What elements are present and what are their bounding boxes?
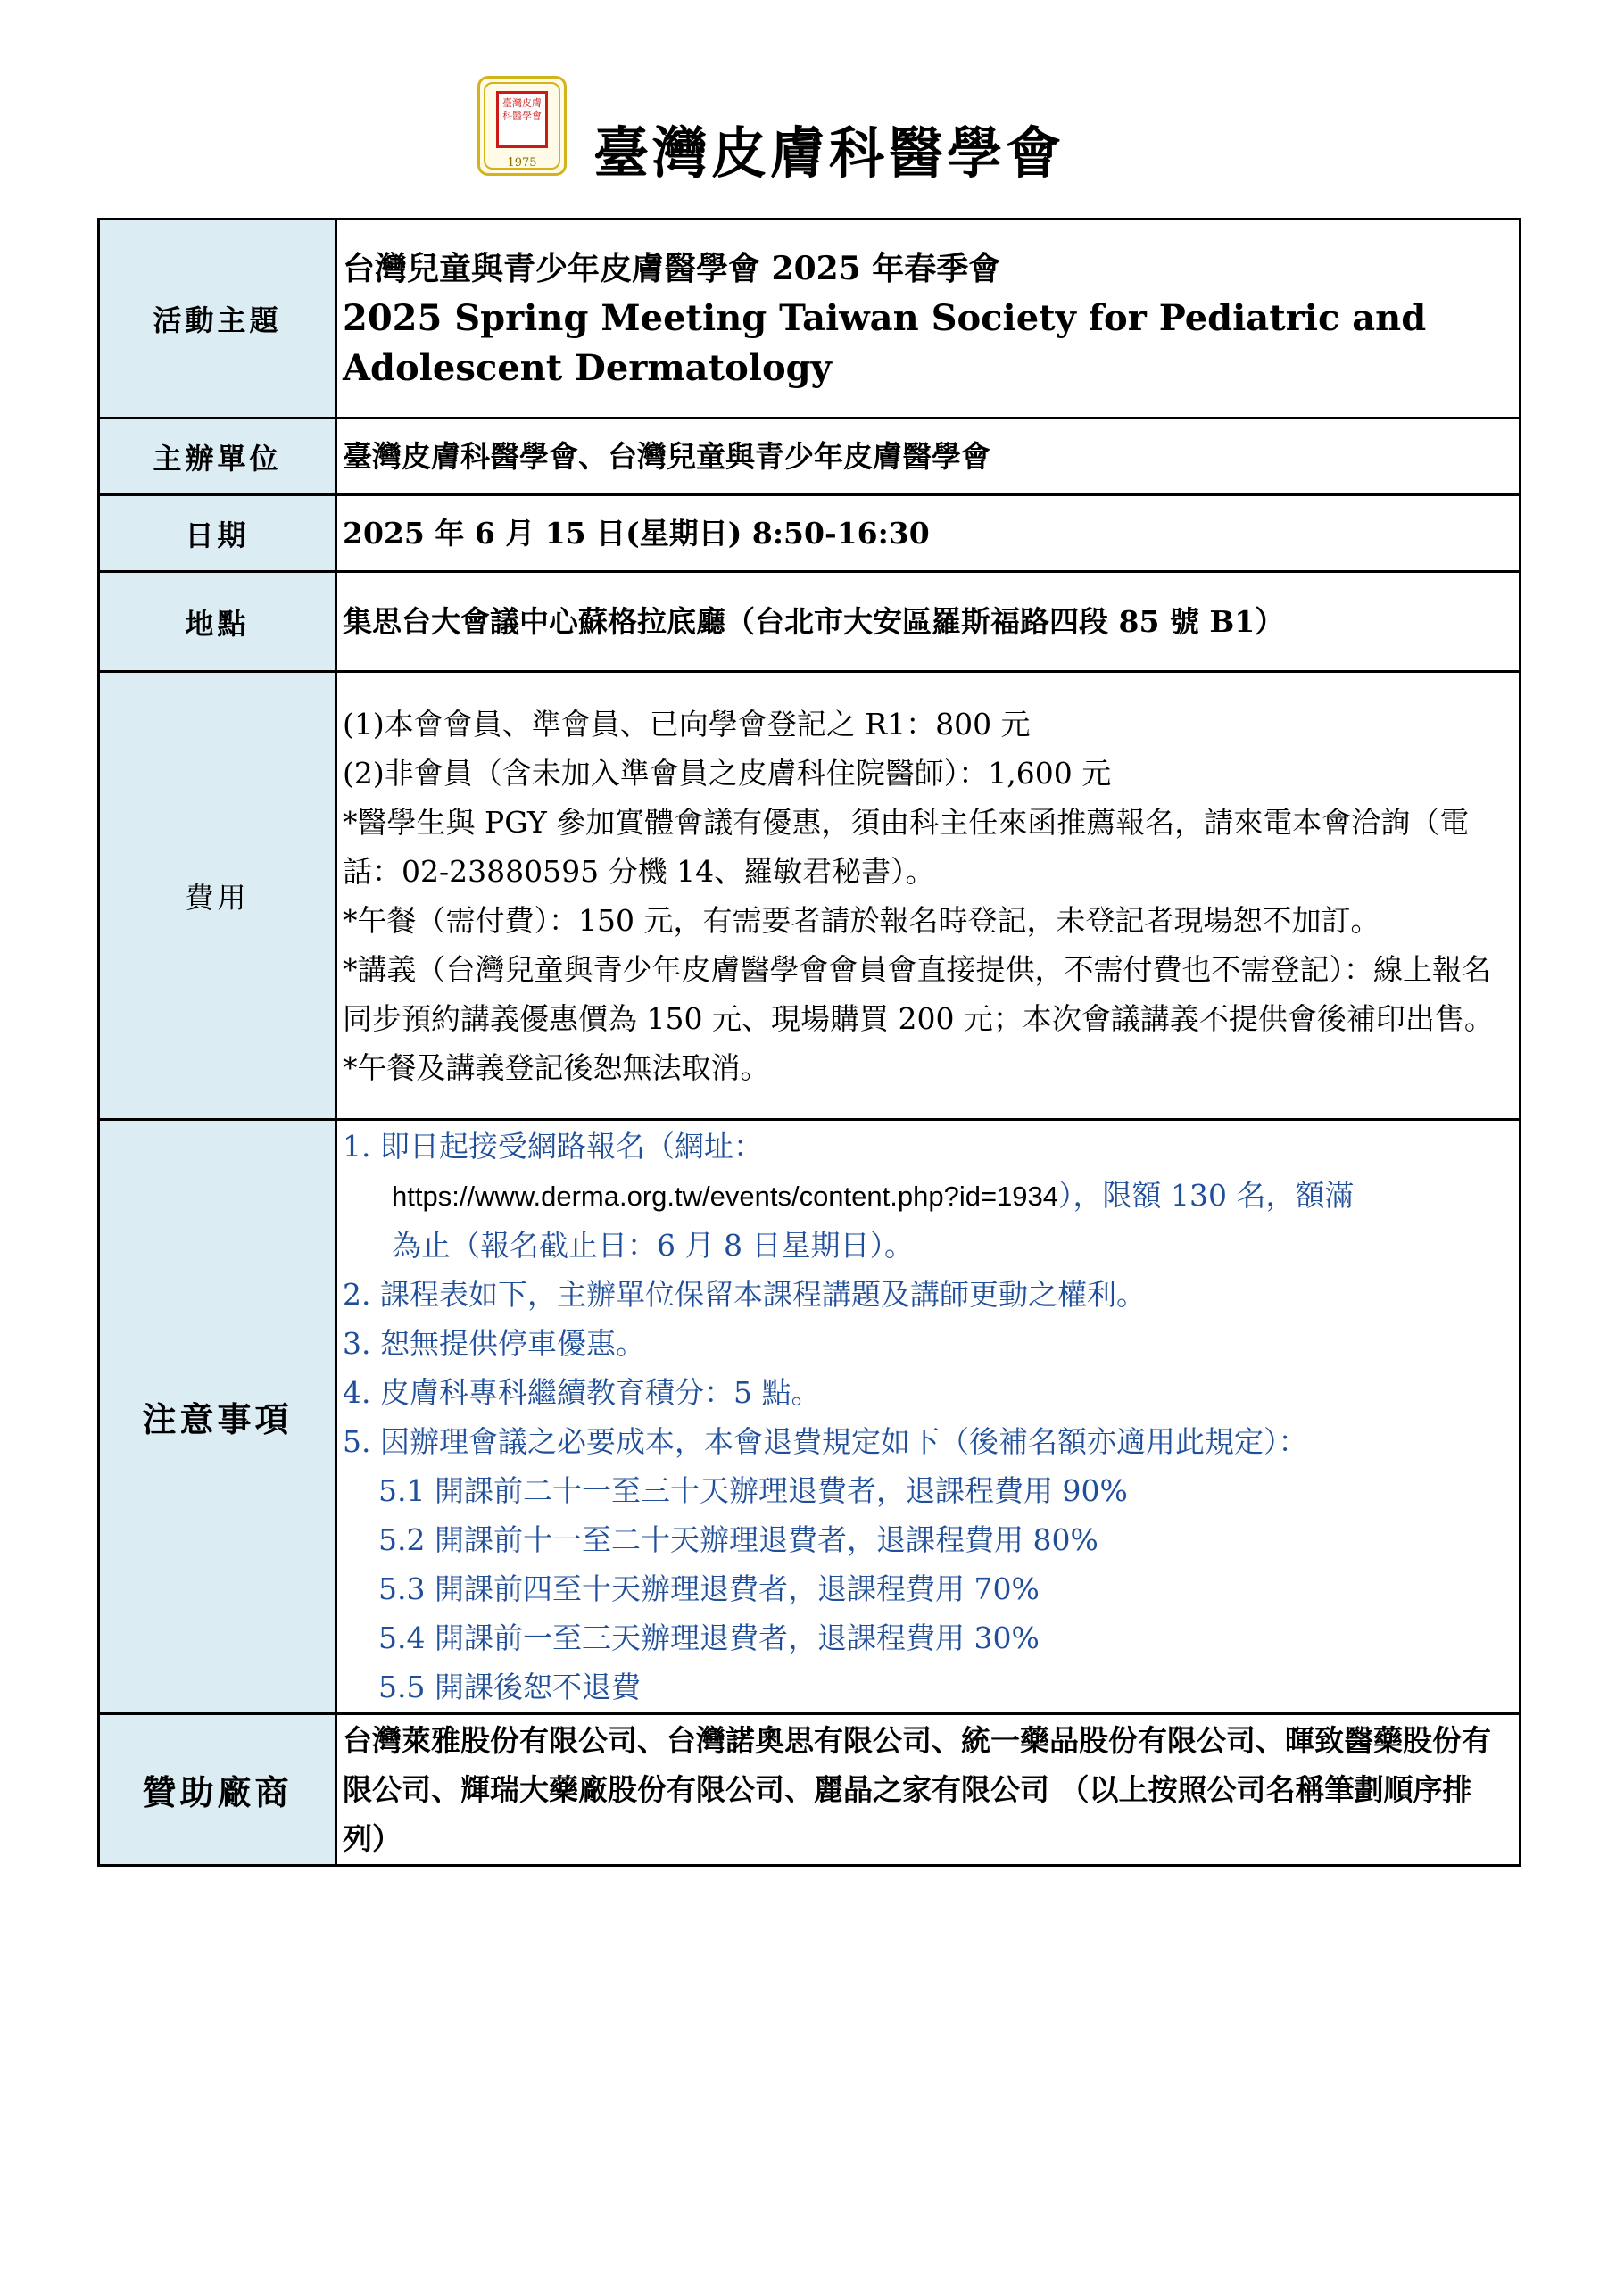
fee-content xyxy=(336,672,1521,1120)
note-item-1: 1. 即日起接受網路報名（網址： xyxy=(343,1129,763,1164)
note-item-3: 3. 恕無提供停車優惠。 xyxy=(343,1326,645,1361)
row-sponsors xyxy=(99,1714,1521,1866)
topic-title-zh: 台灣兒童與青少年皮膚醫學會 2025 年春季會 xyxy=(343,250,1001,287)
note-item-5: 5. 因辦理會議之必要成本，本會退費規定如下（後補名額亦適用此規定）： xyxy=(343,1424,1308,1459)
fee-line: *午餐及講義登記後恕無法取消。 xyxy=(343,1049,770,1085)
logo-year: 1975 xyxy=(507,156,537,170)
note-item-4: 4. 皮膚科專科繼續教育積分：5 點。 xyxy=(343,1375,821,1410)
event-info-table xyxy=(97,218,1521,1867)
label-topic: 活動主題 xyxy=(99,220,336,419)
refund-rule: 5.3 開課前四至十天辦理退費者，退課程費用 70% xyxy=(378,1571,1040,1606)
refund-rule: 5.5 開課後恕不退費 xyxy=(378,1670,641,1704)
label-fee: 費用 xyxy=(99,672,336,1120)
organizer-value: 臺灣皮膚科醫學會、台灣兒童與青少年皮膚醫學會 xyxy=(336,419,1521,495)
row-notes xyxy=(99,1120,1521,1714)
label-organizer: 主辦單位 xyxy=(99,419,336,495)
topic-title-en: 2025 Spring Meeting Taiwan Society for Pediatric and Adolescent Dermatology xyxy=(343,297,1427,389)
fee-line: *醫學生與 PGY 參加實體會議有優惠，須由科主任來函推薦報名，請來電本會洽詢（電話：02-23880595 分機 14、羅敏君秘書）。 xyxy=(343,804,1470,889)
row-topic xyxy=(99,220,1521,419)
registration-link[interactable]: https://www.derma.org.tw/events/content.php?id=1934 xyxy=(392,1181,1059,1212)
row-fee xyxy=(99,672,1521,1120)
note-item-1-suffix: ），限額 130 名，額滿 xyxy=(1058,1178,1355,1213)
row-organizer xyxy=(99,419,1521,495)
label-venue: 地點 xyxy=(99,572,336,672)
refund-rule: 5.1 開課前二十一至三十天辦理退費者，退課程費用 90% xyxy=(378,1473,1128,1508)
label-sponsors: 贊助廠商 xyxy=(99,1714,336,1866)
fee-line: *講義（台灣兒童與青少年皮膚醫學會會員會直接提供，不需付費也不需登記）：線上報名同步預約講義優惠價為 150 元、現場購買 200 元；本次會議講義不提供會後補印出售。 xyxy=(343,951,1494,1036)
logo-seal: 臺灣皮膚科醫學會 xyxy=(496,91,548,148)
note-item-1-url-line xyxy=(343,1171,1513,1221)
fee-line: (2)非會員（含未加入準會員之皮膚科住院醫師）：1,600 元 xyxy=(343,755,1112,791)
row-date xyxy=(99,495,1521,572)
note-item-2: 2. 課程表如下，主辦單位保留本課程講題及講師更動之權利。 xyxy=(343,1277,1146,1312)
venue-value: 集思台大會議中心蘇格拉底廳（台北市大安區羅斯福路四段 85 號 B1） xyxy=(336,572,1521,672)
society-logo xyxy=(477,76,567,176)
page-header xyxy=(477,71,1102,187)
date-value: 2025 年 6 月 15 日(星期日) 8:50-16:30 xyxy=(336,495,1521,572)
label-notes: 注意事項 xyxy=(99,1120,336,1714)
row-venue xyxy=(99,572,1521,672)
fee-line: (1)本會會員、準會員、已向學會登記之 R1：800 元 xyxy=(343,706,1031,742)
label-date: 日期 xyxy=(99,495,336,572)
note-item-1-cont: 為止（報名截止日：6 月 8 日星期日）。 xyxy=(392,1228,914,1263)
notes-content xyxy=(336,1120,1521,1714)
refund-rule: 5.2 開課前十一至二十天辦理退費者，退課程費用 80% xyxy=(378,1522,1098,1557)
fee-line: *午餐（需付費）：150 元，有需要者請於報名時登記，未登記者現場恕不加訂。 xyxy=(343,902,1380,938)
sponsors-value: 台灣萊雅股份有限公司、台灣諾奧思有限公司、統一藥品股份有限公司、暉致醫藥股份有限公司、輝瑞大藥廠股份有限公司、麗晶之家有限公司 （以上按照公司名稱筆劃順序排列） xyxy=(336,1714,1521,1866)
refund-rule: 5.4 開課前一至三天辦理退費者，退課程費用 30% xyxy=(378,1620,1040,1655)
society-name: 臺灣皮膚科醫學會 xyxy=(593,120,1065,186)
topic-content xyxy=(336,220,1521,419)
